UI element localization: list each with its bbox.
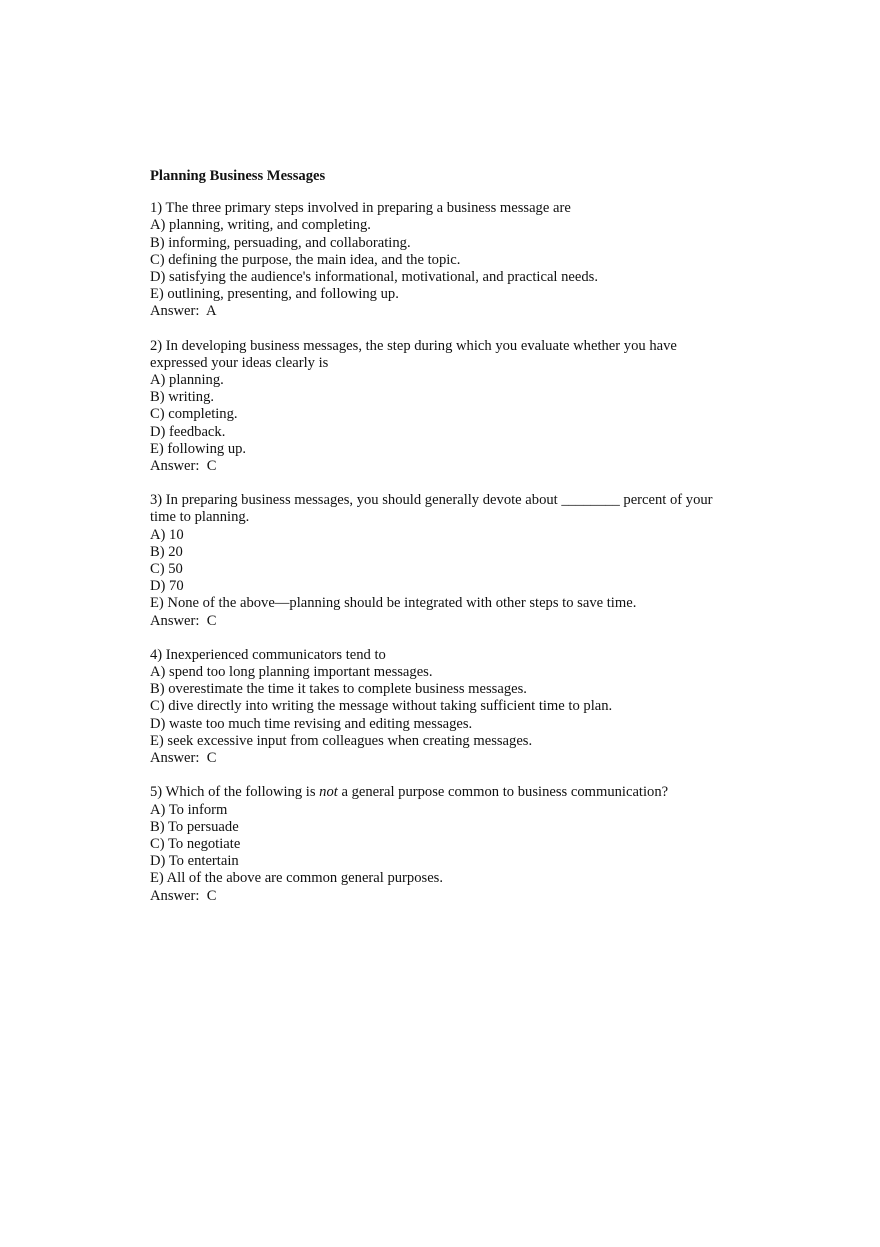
question-3 (150, 492, 770, 630)
option-d: D) feedback. (150, 423, 226, 440)
option-d: D) 70 (150, 578, 184, 595)
option-c: C) completing. (150, 406, 238, 423)
option-c: C) dive directly into writing the message without taking sufficient time to plan. (150, 698, 613, 715)
option-c: C) defining the purpose, the main idea, and the topic. (150, 251, 461, 268)
answer-key: Answer: C (150, 612, 217, 629)
option-a: A) To inform (150, 801, 228, 818)
answer-key: Answer: C (150, 458, 217, 475)
question-stem: 1) The three primary steps involved in preparing a business message are (150, 200, 571, 217)
question-stem (150, 784, 770, 801)
option-b: B) 20 (150, 543, 183, 560)
question-4 (150, 647, 770, 767)
option-e: E) following up. (150, 440, 247, 457)
option-a: A) planning, writing, and completing. (150, 217, 371, 234)
question-stem-end: a general purpose common to business communication? (337, 784, 669, 801)
question-1 (150, 200, 770, 320)
question-stem: 4) Inexperienced communicators tend to (150, 646, 386, 663)
answer-key: Answer: C (150, 887, 217, 904)
option-d: D) satisfying the audience's informational, motivational, and practical needs. (150, 269, 599, 286)
answer-key: Answer: A (150, 303, 217, 320)
question-stem: 3) In preparing business messages, you should generally devote about ________ percent of your time to planning. (150, 492, 713, 526)
option-e: E) All of the above are common general purposes. (150, 870, 443, 887)
question-5 (150, 784, 770, 904)
answer-key: Answer: C (150, 750, 217, 767)
document-title: Planning Business Messages (150, 168, 326, 184)
option-d: D) waste too much time revising and editing messages. (150, 715, 473, 732)
option-c: C) To negotiate (150, 835, 241, 852)
option-d: D) To entertain (150, 853, 239, 870)
option-b: B) overestimate the time it takes to complete business messages. (150, 681, 527, 698)
option-b: B) writing. (150, 389, 215, 406)
option-e: E) outlining, presenting, and following up. (150, 286, 399, 303)
option-b: B) To persuade (150, 818, 239, 835)
document-page (150, 168, 770, 922)
question-stem-emphasis: not (319, 784, 338, 801)
option-a: A) planning. (150, 372, 224, 389)
option-a: A) spend too long planning important messages. (150, 664, 433, 681)
question-stem: 2) In developing business messages, the step during which you evaluate whether you have expressed your ideas clearly is (150, 337, 677, 371)
option-b: B) informing, persuading, and collaborating. (150, 234, 411, 251)
question-stem-start: 5) Which of the following is (150, 784, 320, 801)
option-e: E) seek excessive input from colleagues when creating messages. (150, 732, 533, 749)
option-a: A) 10 (150, 526, 184, 543)
option-e: E) None of the above—planning should be integrated with other steps to save time. (150, 595, 637, 612)
question-2 (150, 338, 770, 476)
option-c: C) 50 (150, 561, 183, 578)
